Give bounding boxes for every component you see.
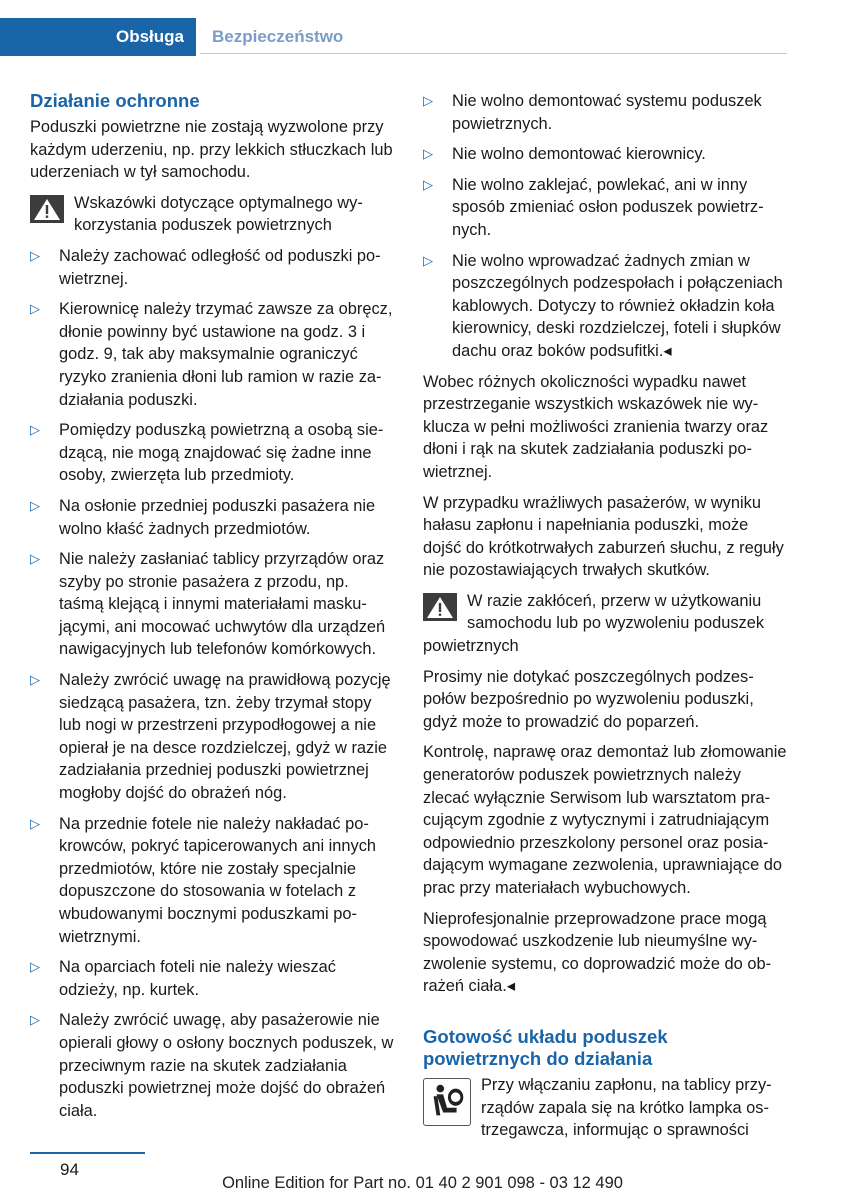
indicator-paragraph (423, 1074, 789, 1142)
bullet-triangle-icon: ▷ (423, 93, 433, 108)
paragraph: Prosimy nie dotykać poszczególnych podzespołów bezpośrednio po wyzwoleniu poduszki, gdyż może to prowadzić do poparzeń. (423, 667, 754, 731)
section-tab-inactive: Bezpieczeństwo (212, 27, 344, 46)
list-item: ▷ Należy zwrócić uwagę, aby pasażerowie nie opierali głowy o osłony bocznych poduszek, w przeciwnym razie na skutek zadziałania poduszki powietrznej może dojść do obrażeń ciała. (30, 1011, 394, 1120)
section-tab-active-label: Obsługa (115, 27, 184, 46)
list-item: ▷ Na oparciach foteli nie należy wieszać odzieży, np. kurtek. (30, 958, 336, 999)
section-heading: Gotowość układu poduszek powietrznych do działania (423, 1025, 668, 1069)
warning-icon (30, 195, 64, 223)
bullet-triangle-icon: ▷ (30, 497, 40, 513)
list-item: ▷ Nie wolno demontować systemu poduszek powietrznych. (423, 92, 762, 133)
list-item: ▷ Kierownicę należy trzymać zawsze za obręcz, dłonie powinny być ustawione na godz. 3 i godz. 9, tak aby maksymalnie ograniczyć ryzyko zranienia dłoni lub ramion w razie zadziałania poduszki. (30, 300, 393, 409)
list-item: ▷ Nie wolno demontować kierownicy. (423, 143, 789, 166)
bullet-triangle-icon: ▷ (423, 146, 433, 162)
left-bullet-list (30, 245, 396, 1122)
bullet-triangle-icon: ▷ (30, 959, 40, 975)
paragraph: Kontrolę, naprawę oraz demontaż lub złomowanie generatorów poduszek powietrznych należy zlecać wyłącznie Serwisom lub warsztatom pracującym zgodnie z wytycznymi i zatrudniającym odpowiednio przeszkolony personel oraz posiadającym wymagane zezwolenia, uprawniające do prac przy materiałach wybuchowych. (423, 743, 787, 897)
paragraph: Przy włączaniu zapłonu, na tablicy przyrządów zapala się na krótko lampka ostrzegawcza, informując o sprawności (481, 1075, 772, 1140)
bullet-triangle-icon: ▷ (423, 176, 433, 192)
list-item: ▷ Nie należy zasłaniać tablicy przyrządów oraz szyby po stronie pasażera z przodu, np. taśmą klejącą i innymi materiałami maskującymi, ani mocować uchwytów dla urządzeń nawigacyjnych lub telefonów komórkowych. (30, 550, 386, 659)
warning-title: W razie zakłóceń, przerw w użytkowaniu samochodu lub po wyzwoleniu poduszek powietrznych (423, 591, 765, 656)
page-header (0, 18, 787, 56)
page-number: 94 (60, 1160, 79, 1179)
edition-footer: Online Edition for Part no. 01 40 2 901 098 - 03 12 490 (222, 1174, 623, 1192)
list-item: ▷ Nie wolno wprowadzać żadnych zmian w poszczególnych podzespołach i połączeniach kablowych. Dotyczy to również okładzin koła kierownicy, deski rozdzielczej, foteli i słupków dachu oraz boków podsufitki.◂ (423, 251, 783, 360)
airbag-warning-lamp-icon (423, 1078, 471, 1126)
right-column (423, 90, 789, 1142)
left-column (30, 90, 396, 1130)
bullet-triangle-icon: ▷ (30, 422, 40, 438)
paragraph: Nieprofesjonalnie przeprowadzone prace mogą spowodować uszkodzenie lub nieumyślne wyzwolenie systemu, co doprowadzić może do obrażeń ciała.◂ (423, 909, 772, 996)
footer-divider (30, 1152, 145, 1154)
list-item: ▷ Nie wolno zaklejać, powlekać, ani w inny sposób zmieniać osłon poduszek powietrznych. (423, 175, 764, 239)
list-item: ▷ Na osłonie przedniej poduszki pasażera nie wolno kłaść żadnych przedmiotów. (30, 496, 376, 538)
bullet-triangle-icon: ▷ (30, 815, 40, 831)
list-item: ▷ Należy zwrócić uwagę na prawidłową pozycję siedzącą pasażera, tzn. żeby trzymał stopy lub nogi w przestrzeni przypodłogowej a nie opierał je na desce rozdzielczej, gdyż w razie zadziałania przedniej poduszki powietrznej mogłoby dojść do obrażeń nóg. (30, 671, 391, 803)
warning-block (423, 590, 789, 658)
list-item: ▷ Należy zachować odległość od poduszki powietrznej. (30, 246, 381, 288)
warning-block (30, 192, 396, 237)
bullet-triangle-icon: ▷ (30, 301, 40, 317)
warning-icon (423, 593, 457, 621)
paragraph: Wobec różnych okoliczności wypadku nawet przestrzeganie wszystkich wskazówek nie wyklucza w pełni możliwości zranienia twarzy oraz dłoni i rąk na skutek zadziałania poduszki powietrznej. (423, 372, 769, 481)
paragraph: W przypadku wrażliwych pasażerów, w wyniku hałasu zapłonu i napełniania poduszki, może dojść do krótkotrwałych zaburzeń słuchu, z reguły nie pozostawiających trwałych skutków. (423, 493, 784, 580)
intro-paragraph: Poduszki powietrzne nie zostają wyzwolone przy każdym uderzeniu, np. przy lekkich stłuczkach lub uderzeniach w tył samochodu. (30, 118, 393, 182)
warning-title: Wskazówki dotyczące optymalnego wykorzystania poduszek powietrznych (74, 193, 363, 235)
bullet-triangle-icon: ▷ (423, 252, 433, 268)
bullet-triangle-icon: ▷ (30, 551, 40, 567)
list-item: ▷ Pomiędzy poduszką powietrzną a osobą siedzącą, nie mogą znajdować się żadne inne osoby, zwierzęta lub przedmioty. (30, 421, 384, 485)
header-divider (200, 53, 787, 54)
bullet-triangle-icon: ▷ (30, 672, 40, 688)
bullet-triangle-icon: ▷ (30, 1012, 40, 1028)
list-item: ▷ Na przednie fotele nie należy nakładać pokrowców, pokryć tapicerowanych ani innych przedmiotów, które nie zostały specjalnie dopuszczone do stosowania w fotelach z wbudowanymi bocznymi poduszkami powietrznymi. (30, 814, 377, 946)
right-bullet-list (423, 90, 789, 363)
section-heading: Działanie ochronne (30, 90, 200, 111)
section-tab-active (0, 18, 196, 56)
bullet-triangle-icon: ▷ (30, 247, 40, 263)
